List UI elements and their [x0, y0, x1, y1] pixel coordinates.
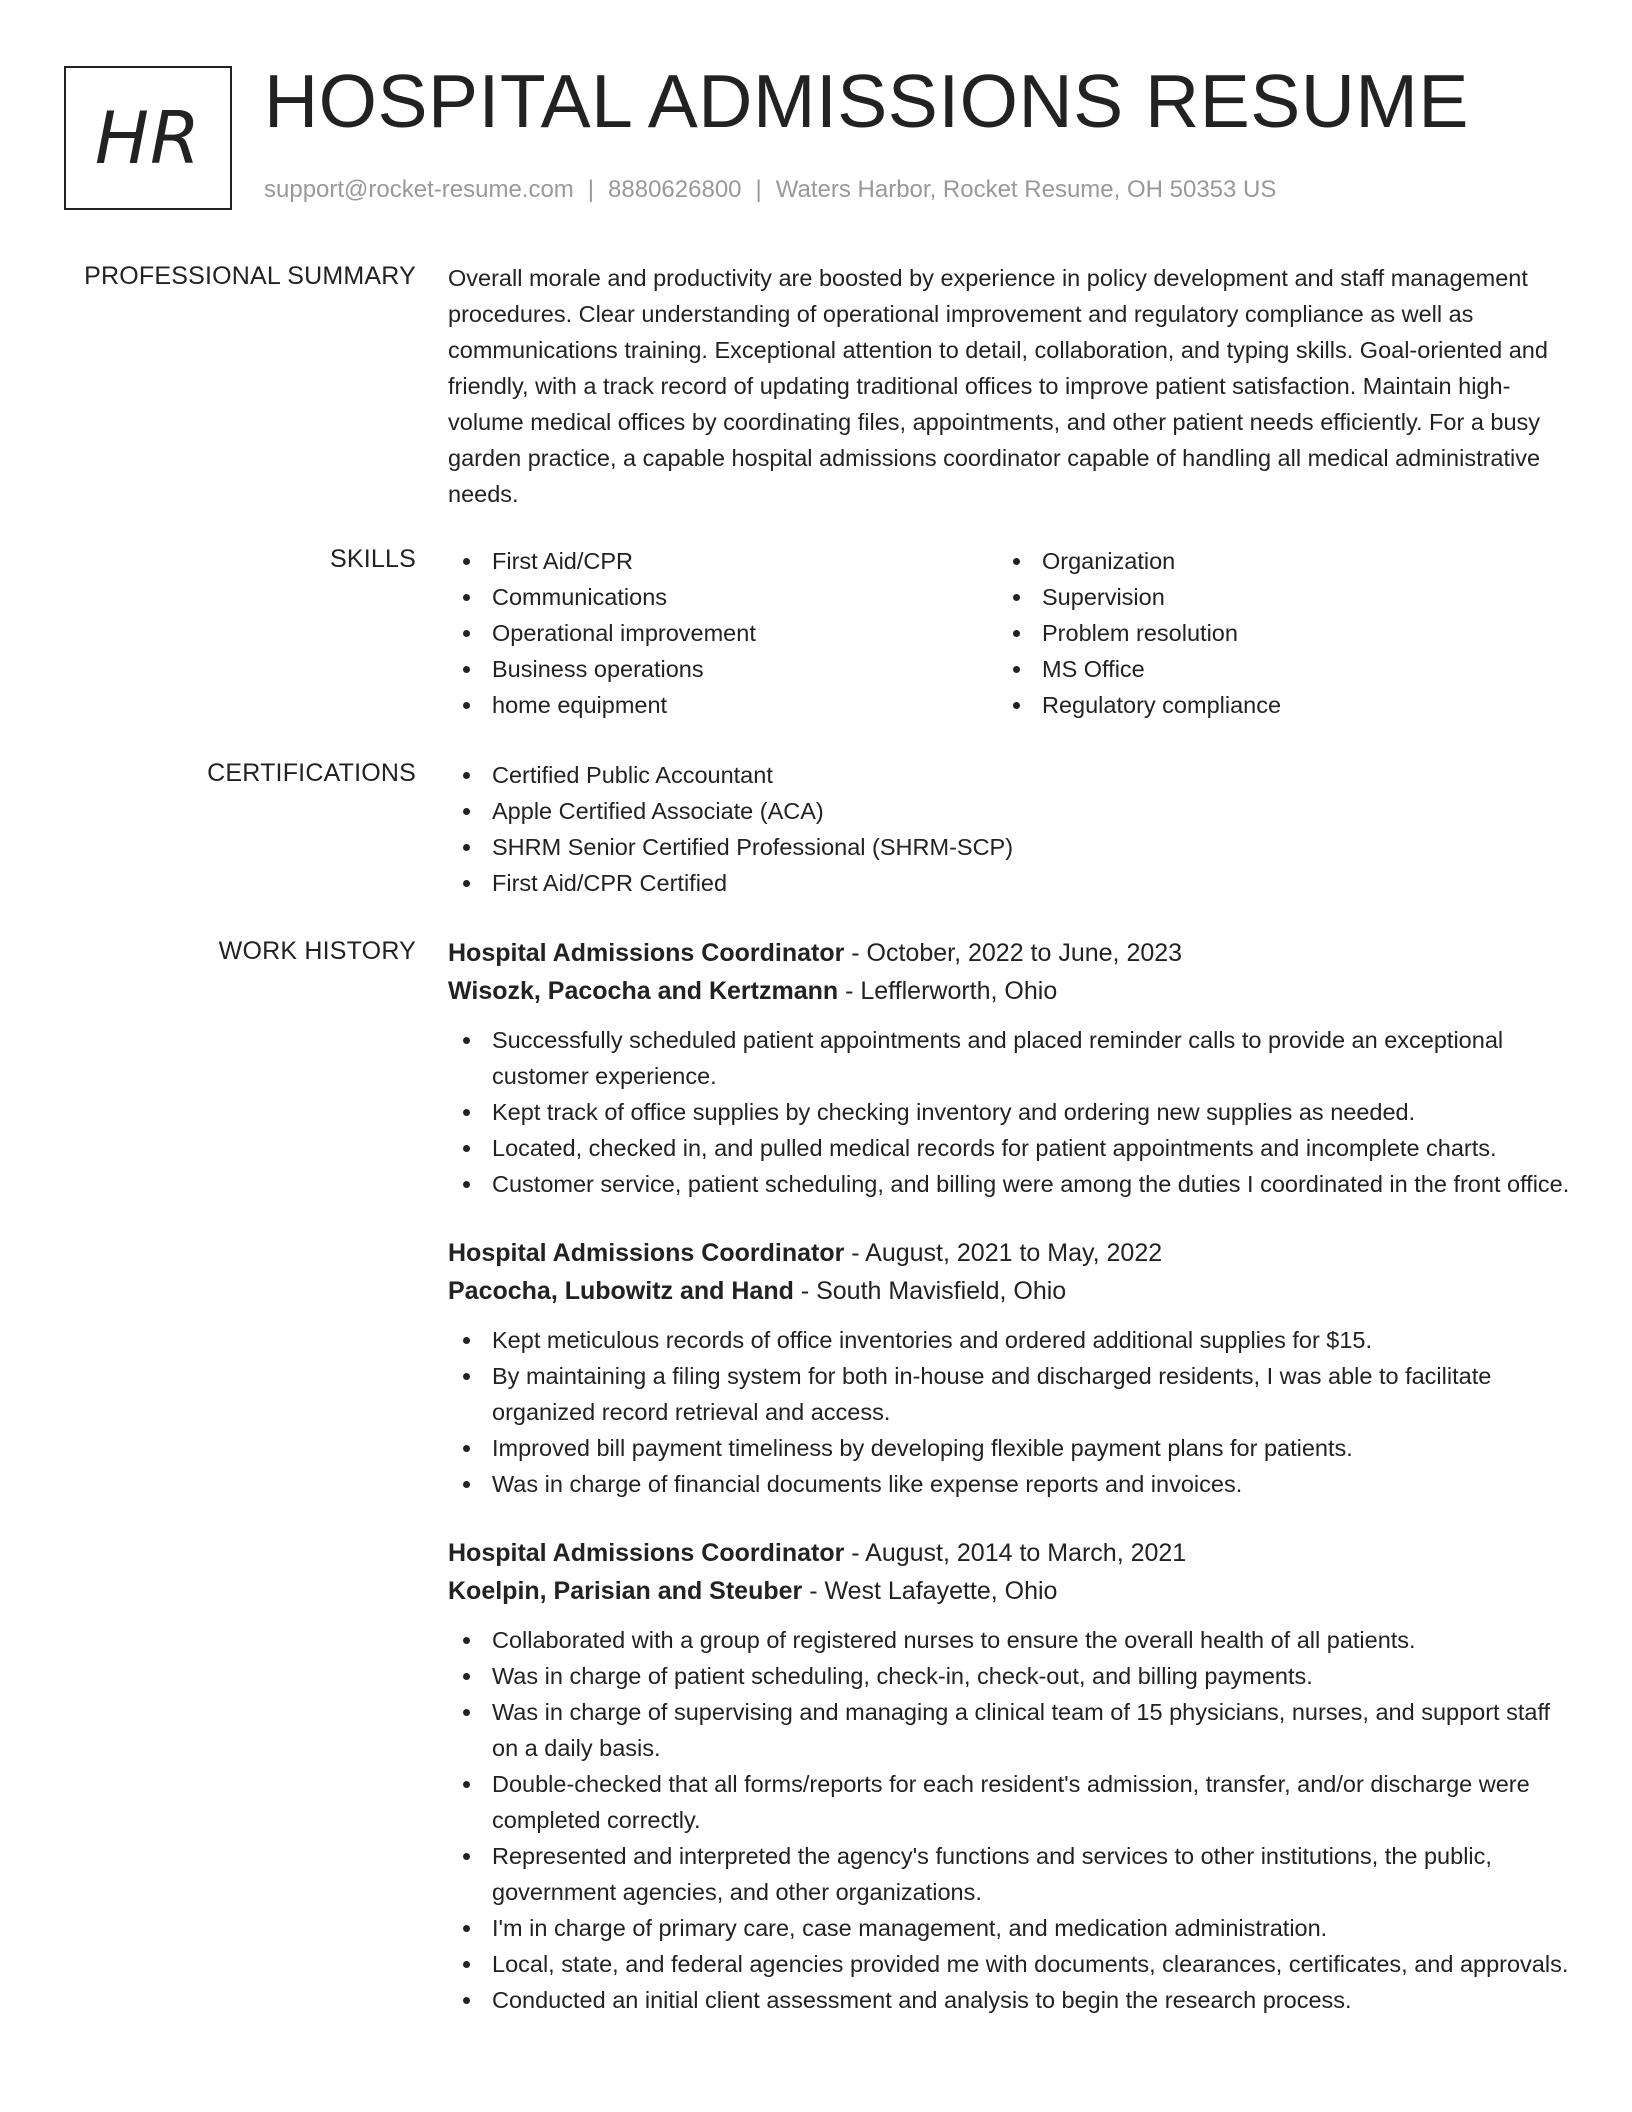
certifications-body: [448, 757, 1572, 901]
job-bullet: Represented and interpreted the agency's functions and services to other institutions, the public, government agencies, and other organizations.: [448, 1838, 1572, 1910]
contact-separator: |: [755, 176, 762, 203]
job-bullets: [448, 1322, 1572, 1502]
job-title-line: [448, 1234, 1572, 1272]
work-history-body: [448, 934, 1572, 2018]
skill-item: Operational improvement: [448, 615, 998, 651]
job-location: - South Mavisfield, Ohio: [793, 1277, 1067, 1305]
section-label-work-history: WORK HISTORY: [218, 937, 416, 965]
skill-item: MS Office: [998, 651, 1548, 687]
job-bullet: Improved bill payment timeliness by developing flexible payment plans for patients.: [448, 1430, 1572, 1466]
job-bullet: By maintaining a filing system for both in-house and discharged residents, I was able to facilitate organized record retrieval and access.: [448, 1358, 1572, 1430]
job-bullet: Collaborated with a group of registered nurses to ensure the overall health of all patients.: [448, 1622, 1572, 1658]
job-bullet: Successfully scheduled patient appointments and placed reminder calls to provide an exceptional customer experience.: [448, 1022, 1572, 1094]
job-entry: [448, 1234, 1572, 1502]
job-bullet: Local, state, and federal agencies provided me with documents, clearances, certificates, and approvals.: [448, 1946, 1572, 1982]
skill-item: Regulatory compliance: [998, 687, 1548, 723]
section-label-summary: PROFESSIONAL SUMMARY: [84, 262, 416, 290]
job-bullets: [448, 1022, 1572, 1202]
skill-item: Organization: [998, 543, 1548, 579]
skill-item: Communications: [448, 579, 998, 615]
job-bullet: Was in charge of financial documents like expense reports and invoices.: [448, 1466, 1572, 1502]
job-title-line: [448, 1534, 1572, 1572]
job-bullet: I'm in charge of primary care, case management, and medication administration.: [448, 1910, 1572, 1946]
job-company: Wisozk, Pacocha and Kertzmann: [448, 977, 839, 1005]
contact-line: [264, 176, 1276, 204]
job-company-line: [448, 1272, 1572, 1310]
job-bullet: Customer service, patient scheduling, and billing were among the duties I coordinated in the front office.: [448, 1166, 1572, 1202]
job-bullets: [448, 1622, 1572, 2018]
job-company: Koelpin, Parisian and Steuber: [448, 1577, 803, 1605]
skills-list-left: [448, 543, 998, 723]
job-dates: - August, 2021 to May, 2022: [844, 1239, 1163, 1267]
contact-address: Waters Harbor, Rocket Resume, OH 50353 US: [775, 176, 1277, 203]
contact-phone[interactable]: 8880626800: [608, 176, 742, 203]
job-title: Hospital Admissions Coordinator: [448, 939, 845, 967]
job-entry: [448, 934, 1572, 1202]
section-label-skills: SKILLS: [330, 545, 416, 573]
skill-item: home equipment: [448, 687, 998, 723]
section-label-certifications: CERTIFICATIONS: [207, 759, 416, 787]
job-company-line: [448, 972, 1572, 1010]
job-entry: [448, 1534, 1572, 2018]
job-bullet: Kept meticulous records of office inventories and ordered additional supplies for $15.: [448, 1322, 1572, 1358]
skill-item: Problem resolution: [998, 615, 1548, 651]
contact-separator: |: [587, 176, 595, 203]
job-bullet: Double-checked that all forms/reports for each resident's admission, transfer, and/or discharge were completed correctly.: [448, 1766, 1572, 1838]
summary-text: Overall morale and productivity are boosted by experience in policy development and staff management procedures. Clear understanding of operational improvement and regulatory compliance as well as communications training. Exceptional attention to detail, collaboration, and typing skills. Goal-oriented and friendly, with a track record of updating traditional offices to improve patient satisfaction. Maintain high-volume medical offices by coordinating files, appointments, and other patient needs efficiently. For a busy garden practice, a capable hospital admissions coordinator capable of handling all medical administrative needs.: [448, 265, 1548, 507]
skills-columns: [448, 543, 1572, 723]
job-bullet: Conducted an initial client assessment and analysis to begin the research process.: [448, 1982, 1572, 2018]
monogram-box: [64, 66, 232, 210]
job-bullet: Was in charge of supervising and managing a clinical team of 15 physicians, nurses, and support staff on a daily basis.: [448, 1694, 1572, 1766]
job-company-line: [448, 1572, 1572, 1610]
job-location: - Lefflerworth, Ohio: [838, 977, 1058, 1005]
skill-item: First Aid/CPR: [448, 543, 998, 579]
certification-item: First Aid/CPR Certified: [448, 865, 1572, 901]
job-title: Hospital Admissions Coordinator: [448, 1239, 845, 1267]
certification-item: Apple Certified Associate (ACA): [448, 793, 1572, 829]
job-dates: - August, 2014 to March, 2021: [844, 1539, 1187, 1567]
job-company: Pacocha, Lubowitz and Hand: [448, 1277, 794, 1305]
job-bullet: Kept track of office supplies by checking inventory and ordering new supplies as needed.: [448, 1094, 1572, 1130]
contact-email[interactable]: support@rocket-resume.com: [264, 176, 574, 203]
job-location: - West Lafayette, Ohio: [802, 1577, 1058, 1605]
skills-list-right: [998, 543, 1548, 723]
skill-item: Business operations: [448, 651, 998, 687]
page-title: HOSPITAL ADMISSIONS RESUME: [264, 59, 1469, 143]
certification-item: SHRM Senior Certified Professional (SHRM-SCP): [448, 829, 1572, 865]
certification-item: Certified Public Accountant: [448, 757, 1572, 793]
job-bullet: Was in charge of patient scheduling, check-in, check-out, and billing payments.: [448, 1658, 1572, 1694]
monogram-initials: HR: [94, 96, 202, 180]
job-title-line: [448, 934, 1572, 972]
job-title: Hospital Admissions Coordinator: [448, 1539, 845, 1567]
skill-item: Supervision: [998, 579, 1548, 615]
job-bullet: Located, checked in, and pulled medical records for patient appointments and incomplete charts.: [448, 1130, 1572, 1166]
certifications-list: [448, 757, 1572, 901]
job-dates: - October, 2022 to June, 2023: [844, 939, 1183, 967]
